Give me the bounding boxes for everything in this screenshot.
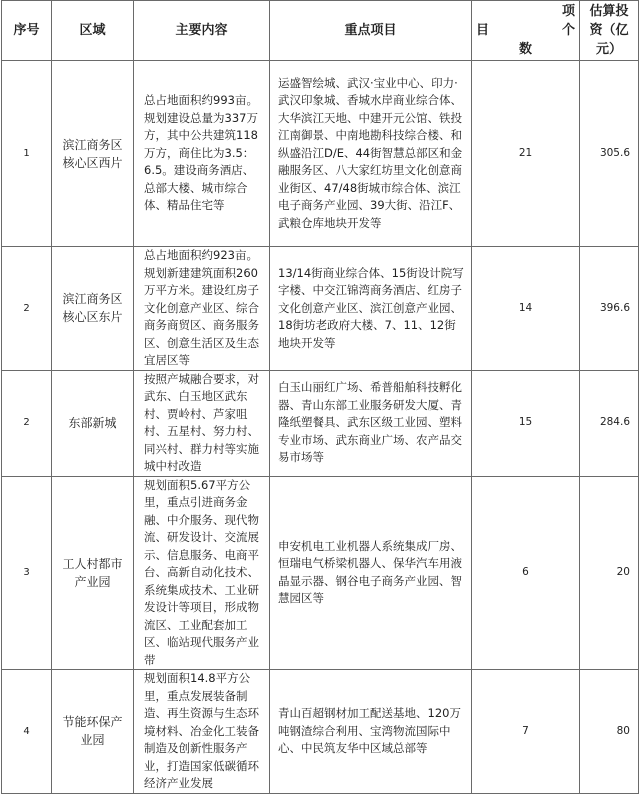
cell-count: 7 <box>472 670 580 794</box>
cell-projects: 运盛智绘城、武汉·宝业中心、印力·武汉印象城、香城水岸商业综合体、大华滨江天地、中建开元公馆、铁投江南御景、中南地勘科技综合楼、和纵盛沿江D/E、44街智慧总部区和金融服务区、八大家红坊里文化创意商业街区、47/48街城市综合体、滨江电子商务产业园、39大街、沿江F、武粮仓库地块开发等 <box>270 61 472 247</box>
header-count <box>472 1 580 61</box>
table-row <box>2 247 639 371</box>
header-content: 主要内容 <box>134 1 270 61</box>
table-row <box>2 670 639 794</box>
cell-content: 按照产城融合要求，对武东、白玉地区武东村、贾岭村、芦家咀村、五星村、努力村、同兴村、群力村等实施城中村改造 <box>134 370 270 476</box>
header-projects: 重点项目 <box>270 1 472 61</box>
investment-table <box>1 0 639 794</box>
cell-count: 6 <box>472 476 580 670</box>
cell-region: 节能环保产业园 <box>52 670 134 794</box>
cell-projects: 申安机电工业机器人系统集成厂房、恒瑞电气桥梁机器人、保华汽车用液晶显示器、钢谷电子商务产业园、智慧园区等 <box>270 476 472 670</box>
cell-content: 规划面积14.8平方公里，重点发展装备制造、再生资源与生态环境材料、冶金化工装备制造及创新性服务产业，打造国家低碳循环经济产业发展 <box>134 670 270 794</box>
cell-no: 2 <box>2 370 52 476</box>
table-row <box>2 476 639 670</box>
header-no: 序号 <box>2 1 52 61</box>
cell-content: 总占地面积约923亩。规划新建建筑面积260万平方米。建设红房子文化创意产业区、综合商务商贸区、商务服务区、创意生活区及生态宜居区等 <box>134 247 270 371</box>
header-region: 区域 <box>52 1 134 61</box>
cell-count: 14 <box>472 247 580 371</box>
cell-region: 工人村都市产业园 <box>52 476 134 670</box>
cell-count: 15 <box>472 370 580 476</box>
header-count-part: 个 <box>561 23 575 38</box>
cell-investment: 20 <box>580 476 639 670</box>
cell-content: 总占地面积约993亩。规划建设总量为337万方，其中公共建筑118万方，商住比为3.5：6.5。建设商务酒店、总部大楼、城市综合体、精品住宅等 <box>134 61 270 247</box>
cell-investment: 284.6 <box>580 370 639 476</box>
cell-no: 2 <box>2 247 52 371</box>
cell-region: 滨江商务区核心区东片 <box>52 247 134 371</box>
cell-projects: 13/14街商业综合体、15街设计院写字楼、中交江锦湾商务酒店、红房子文化创意产业区、滨江创意产业园、18街坊老政府大楼、7、11、12街地块开发等 <box>270 247 472 371</box>
cell-region: 滨江商务区核心区西片 <box>52 61 134 247</box>
cell-projects: 青山百超钢材加工配送基地、120万吨钢渣综合利用、宝湾物流国际中心、中民筑友华中区域总部等 <box>270 670 472 794</box>
cell-investment: 80 <box>580 670 639 794</box>
header-count-part: 目 <box>476 23 490 38</box>
cell-no: 4 <box>2 670 52 794</box>
table-row <box>2 370 639 476</box>
cell-region: 东部新城 <box>52 370 134 476</box>
cell-investment: 396.6 <box>580 247 639 371</box>
header-investment: 估算投资（亿元） <box>580 1 639 61</box>
cell-content: 规划面积5.67平方公里，重点引进商务金融、中介服务、现代物流、研发设计、交流展示、信息服务、电商平台、高新自动化技术、系统集成技术、工业研发设计等项目，形成物流区、工业配套加工区、临站现代服务产业带 <box>134 476 270 670</box>
table-row <box>2 61 639 247</box>
header-row <box>2 1 639 61</box>
cell-no: 3 <box>2 476 52 670</box>
cell-projects: 白玉山丽红广场、希普船舶科技孵化器、青山东部工业服务研发大厦、青隆纸塑餐具、武东区级工业园、塑料专业市场、武东商业广场、农产品交易市场等 <box>270 370 472 476</box>
cell-investment: 305.6 <box>580 61 639 247</box>
header-count-part: 项 <box>561 4 575 19</box>
header-count-part: 数 <box>518 42 532 57</box>
cell-no: 1 <box>2 61 52 247</box>
cell-count: 21 <box>472 61 580 247</box>
